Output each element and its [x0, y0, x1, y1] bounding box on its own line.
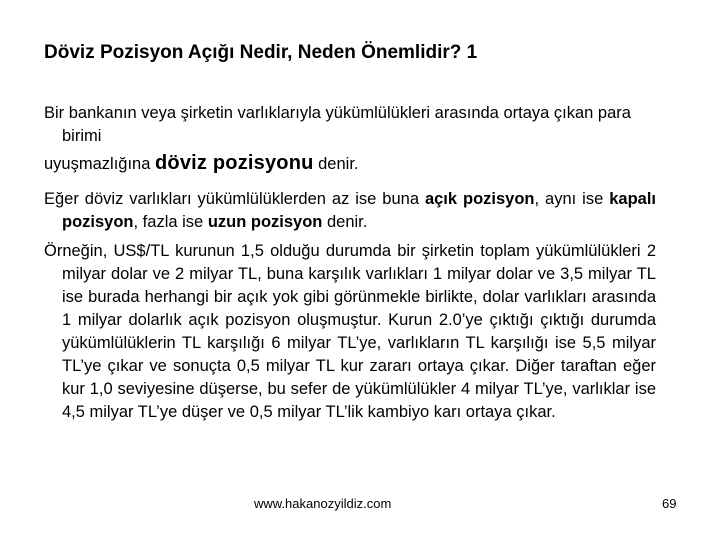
term-prefix: uyuşmazlığına — [44, 155, 155, 173]
types-text-2: , aynı ise — [534, 190, 610, 208]
term-uzun-pozisyon: uzun pozisyon — [207, 213, 323, 231]
term-doviz-pozisyonu: döviz pozisyonu — [154, 152, 314, 174]
types-text-4: denir. — [322, 213, 368, 231]
paragraph-position-types — [44, 188, 656, 234]
paragraph-example: Örneğin, US$/TL kurunun 1,5 olduğu durumda bir şirketin toplam yükümlülükleri 2 milyar dolar ve 2 milyar TL, buna karşılık varlıkları 1 milyar dolar ve 3,5 milyar TL ise burada herhangi bir açık yok gibi görünmekle birlikte, dolar varlıkları arasında 1 milyar dolarlık açık pozisyon oluşmuştur. Kurun 2.0’ye çıktığı çıktığı durumda yükümlülüklerin TL karşılığı 6 milyar TL’ye, varlıkların TL karşılığı ise 5,5 milyar TL’ye çıkar ve sonuçta 0,5 milyar TL kur zararı ortaya çıkar. Diğer taraftan eğer kur 1,0 seviyesine düşerse, bu sefer de yükümlülükler 4 milyar TL’ye, varlıklar ise 4,5 milyar TL’ye düşer ve 0,5 milyar TL’lik kambiyo karı ortaya çıkar. — [44, 242, 656, 421]
paragraph-definition-intro: Bir bankanın veya şirketin varlıklarıyla yükümlülükleri arasında ortaya çıkan para birimi — [44, 104, 631, 145]
footer-url: www.hakanozyildiz.com — [254, 496, 392, 511]
term-suffix: denir. — [313, 155, 359, 173]
page-number: 69 — [662, 496, 677, 511]
term-kapali-pozisyon: kapalı pozisyon — [62, 190, 656, 231]
paragraph-definition-term — [44, 152, 656, 176]
types-text-3: , fazla ise — [133, 213, 208, 231]
slide-title: Döviz Pozisyon Açığı Nedir, Neden Önemlidir? 1 — [44, 42, 478, 63]
term-acik-pozisyon: açık pozisyon — [424, 190, 535, 208]
types-text-1: Eğer döviz varlıkları yükümlülüklerden az ise buna — [44, 190, 425, 208]
